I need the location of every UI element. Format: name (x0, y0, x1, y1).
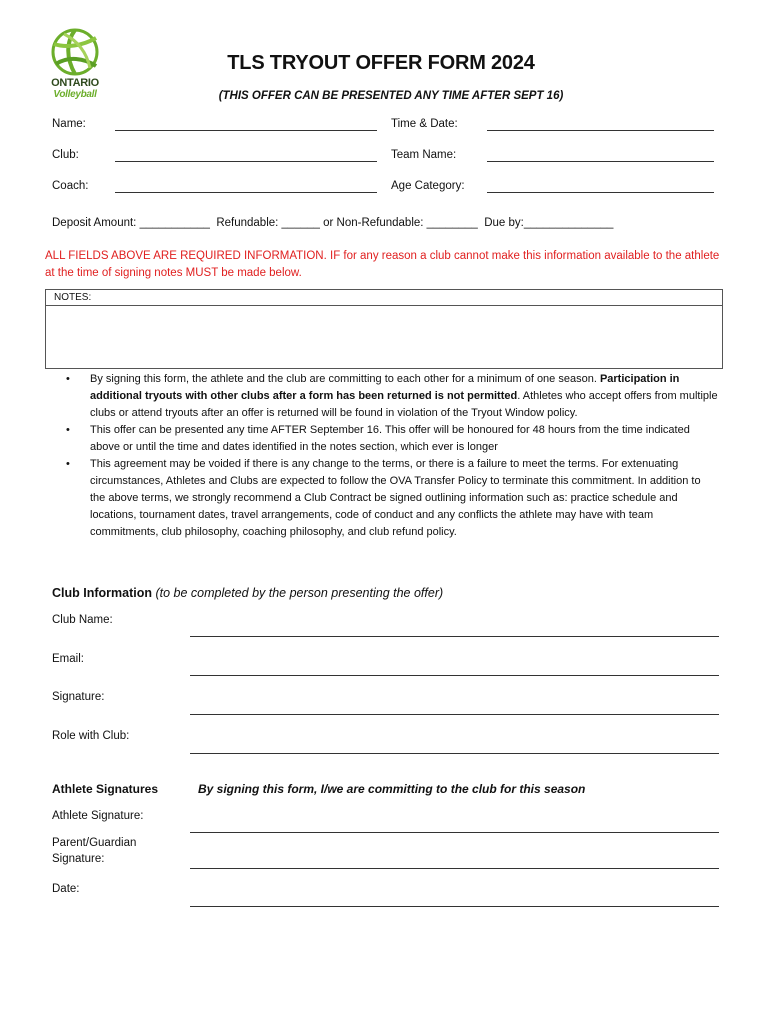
age-category-label: Age Category: (391, 180, 465, 192)
time-date-field[interactable] (487, 130, 714, 131)
team-name-label: Team Name: (391, 149, 457, 161)
club-info-heading: Club Information (to be completed by the person presenting the offer) (52, 586, 444, 600)
coach-label: Coach: (52, 180, 89, 192)
date-field[interactable] (190, 906, 719, 907)
coach-field[interactable] (115, 192, 377, 193)
athlete-signatures-heading: Athlete Signatures (52, 782, 159, 796)
role-field[interactable] (190, 753, 719, 754)
list-item: • By signing this form, the athlete and the club are committing to each other for a minimum of one season. Participation in additional tryouts with other clubs after a form has been returned is not permitted. Athletes who accept offers from multiple clubs or attend tryouts after an offer is returned will be found in violation of the Tryout Window policy. (66, 373, 718, 419)
name-field[interactable] (115, 130, 377, 131)
list-item: • This offer can be presented any time AFTER September 16. This offer will be honoured for 48 hours from the time indicated above or until the time and dates identified in the notes section, which ever is longer (66, 424, 690, 453)
athlete-signature-label: Athlete Signature: (52, 810, 144, 822)
age-category-field[interactable] (487, 192, 714, 193)
bullet-icon: • (66, 373, 70, 385)
deposit-line[interactable]: Deposit Amount: ___________ Refundable: ______ or Non-Refundable: ________ Due by:______________ (52, 217, 614, 229)
athlete-signature-field[interactable] (190, 832, 719, 833)
club-field[interactable] (115, 161, 377, 162)
notes-label: NOTES: (54, 292, 92, 303)
signature-label: Signature: (52, 691, 105, 703)
date-label: Date: (52, 883, 80, 895)
bullet-icon: • (66, 424, 70, 436)
email-label: Email: (52, 653, 84, 665)
page-subtitle: (THIS OFFER CAN BE PRESENTED ANY TIME AFTER SEPT 16) (218, 90, 564, 102)
notes-header (46, 290, 722, 306)
list-item: • This agreement may be voided if there is any change to the terms, or there is a failure to meet the terms. For extenuating circumstances, Athletes and Clubs are expected to follow the OVA Transfer Policy to terminate this commitment. In addition to the above terms, we strongly recommend a Club Contract be signed outlining information such as: practice schedule and locations, tournament dates, travel arrangements, code of conduct and any conflicts the athlete may have with team commitments, club philosophy, coaching philosophy, and club refund policy. (66, 458, 701, 538)
signature-field[interactable] (190, 714, 719, 715)
required-notice: ALL FIELDS ABOVE ARE REQUIRED INFORMATION. IF for any reason a club cannot make this information available to the athlete at the time of signing notes MUST be made below. (45, 250, 720, 279)
team-name-field[interactable] (487, 161, 714, 162)
role-label: Role with Club: (52, 730, 130, 742)
parent-signature-field[interactable] (190, 868, 719, 869)
club-label: Club: (52, 149, 79, 161)
club-name-label: Club Name: (52, 614, 113, 626)
terms-list (66, 371, 718, 541)
parent-label-line2: Signature: (52, 853, 105, 865)
club-name-field[interactable] (190, 636, 719, 637)
bullet-icon: • (66, 458, 70, 470)
commitment-statement: By signing this form, I/we are committing to the club for this season (198, 782, 586, 796)
logo-text-volleyball: Volleyball (53, 89, 97, 100)
email-field[interactable] (190, 675, 719, 676)
logo-text-ontario: ONTARIO (51, 77, 99, 89)
time-date-label: Time & Date: (391, 118, 458, 130)
notes-box[interactable] (45, 289, 723, 369)
name-label: Name: (52, 118, 86, 130)
page-title: TLS TRYOUT OFFER FORM 2024 (227, 52, 535, 74)
parent-label-line1: Parent/Guardian (52, 837, 137, 849)
